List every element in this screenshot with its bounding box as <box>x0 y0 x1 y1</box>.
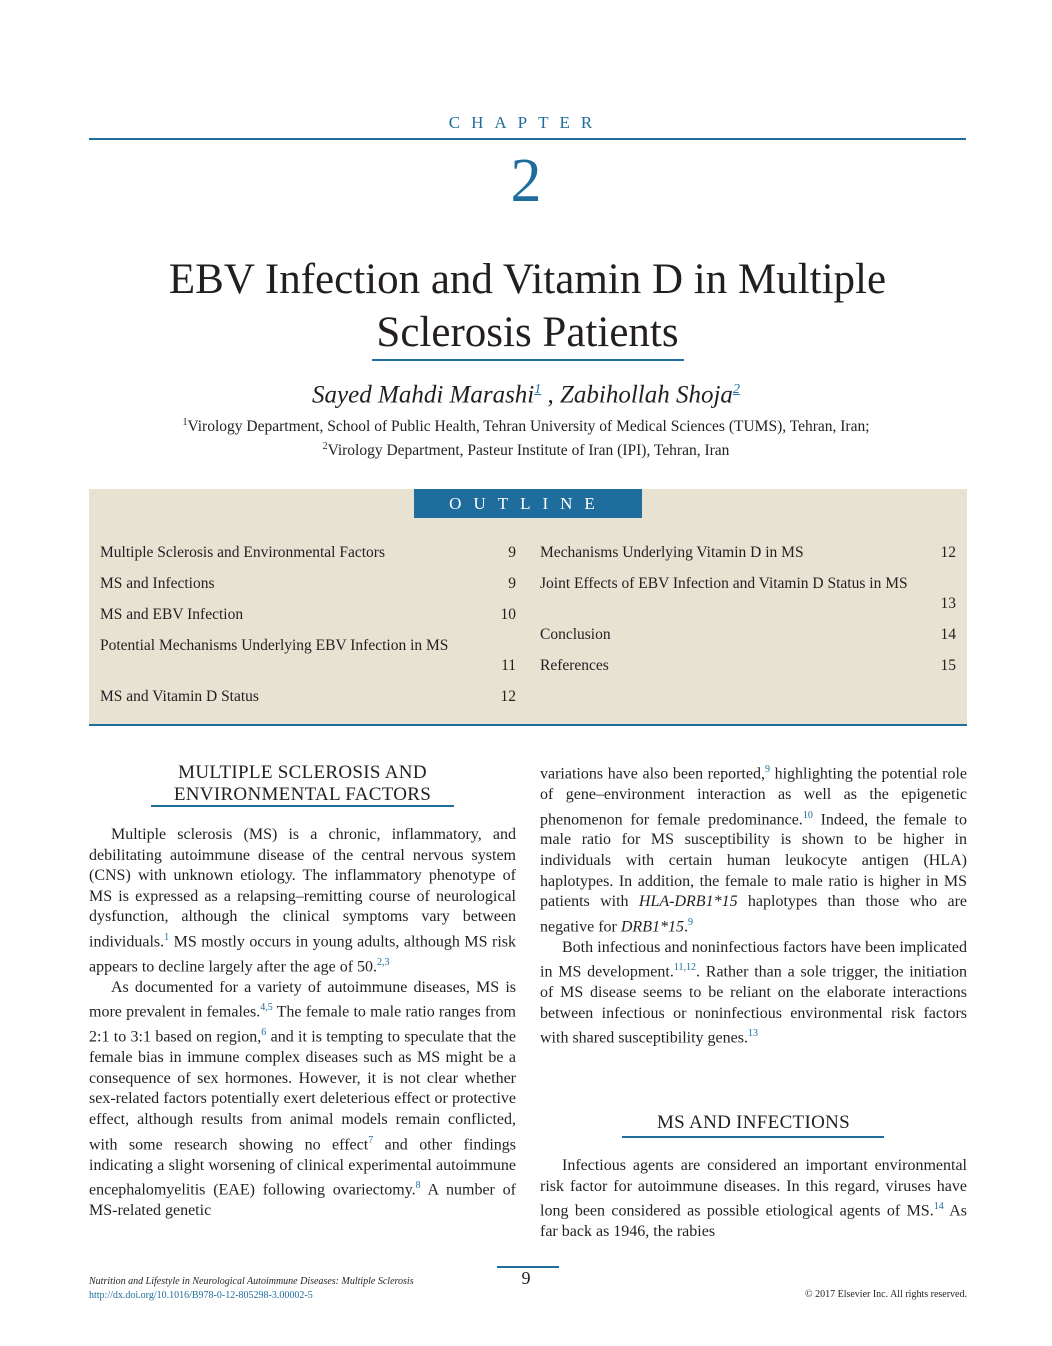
section-rule <box>622 1136 884 1138</box>
chapter-label: CHAPTER <box>448 113 604 132</box>
book-title: Nutrition and Lifestyle in Neurological Autoimmune Diseases: Multiple Sclerosis <box>89 1276 414 1287</box>
authors <box>0 373 1052 412</box>
outline-page: 14 <box>940 626 956 643</box>
outline-item-env-factors[interactable]: Multiple Sclerosis and Environmental Factors <box>100 544 385 561</box>
outline-item-references[interactable]: References <box>540 657 609 674</box>
outline-item-infections[interactable]: MS and Infections <box>100 575 215 592</box>
author-1-affiliation-link[interactable]: 1 <box>534 382 542 397</box>
copyright: © 2017 Elsevier Inc. All rights reserved. <box>804 1289 967 1300</box>
citation-link[interactable]: 9 <box>687 916 693 928</box>
section-heading-env-factors <box>89 762 516 806</box>
citation-link[interactable]: 14 <box>933 1201 944 1213</box>
body-column-right-continued <box>540 1156 967 1243</box>
title-line-2: Sclerosis Patients <box>376 309 679 356</box>
outline-page: 13 <box>940 595 956 612</box>
paragraph: variations have also been reported,$^9$ highlighting the potential role of gene–environment interaction as well as the epigenetic phenomenon for female predominance.$^{10}$ Indeed, the female to male ratio for MS susceptibility is shown to be higher in individuals with certain human leukocyte antigen (HLA) haplotypes. In addition, the female to male ratio is higher in MS patients with HLA-DRB1*15 haplotypes than those who are negative for DRB1*15.$^9$ <box>540 764 968 936</box>
outline-page: 9 <box>508 544 516 561</box>
section-rule <box>151 805 454 807</box>
section-heading-line-2: ENVIRONMENTAL FACTORS <box>173 784 432 805</box>
outline-item-ebv[interactable]: MS and EBV Infection <box>100 606 244 623</box>
outline-page: 11 <box>501 657 516 674</box>
citation-link[interactable]: 2,3 <box>377 956 390 968</box>
chapter-title <box>90 253 965 359</box>
paragraph: As documented for a variety of autoimmune diseases, MS is more prevalent in females.$^{4,5}$ The female to male ratio ranges from 2:1 to 3:1 based on region,$^6$ and it is tempting to speculate that the female bias in immune complex diseases such as MS might be a consequence of sex hormones. However, it is not clear whether sex-related factors potentially exert deleterious effect or protective effect, although results from animal models remain conflicted, with some research showing no effect$^7$ and other findings indicating a slight worsening of clinical experimental autoimmune encephalomyelitis (EAE) following ovariectomy.$^8$ A number of MS-related genetic <box>89 978 517 1220</box>
affiliation-1-mark: 1 <box>182 417 188 428</box>
outline-page: 12 <box>500 688 516 705</box>
outline-page: 9 <box>508 575 516 592</box>
outline-page: 10 <box>500 606 516 623</box>
outline-item-conclusion[interactable]: Conclusion <box>540 626 611 643</box>
outline-page: 15 <box>940 657 956 674</box>
affiliation-2 <box>0 435 1052 463</box>
affiliation-1-text: Virology Department, School of Public Health, Tehran University of Medical Sciences (TUMS), Tehran, Iran; <box>187 418 870 436</box>
citation-link[interactable]: 11,12 <box>673 962 696 974</box>
section-heading-line-1: MULTIPLE SCLEROSIS AND <box>178 762 427 783</box>
title-rule <box>372 359 684 361</box>
affiliation-2-mark: 2 <box>322 441 328 452</box>
outline-item-joint-effects[interactable]: Joint Effects of EBV Infection and Vitamin D Status in MS <box>540 575 908 592</box>
chapter-number: 2 <box>510 147 542 215</box>
chapter-rule <box>89 138 966 140</box>
affiliation-2-text: Virology Department, Pasteur Institute of Iran (IPI), Tehran, Iran <box>327 442 730 460</box>
citation-link[interactable]: 10 <box>802 809 813 821</box>
paragraph: Both infectious and noninfectious factors have been implicated in MS development.$^{11,12}$. Rather than a sole trigger, the initiation of MS disease seems to be reliant on the elaborate interactions between infectious or noninfectious environmental risk factors with shared susceptibility genes.$^{13}$ <box>540 938 967 1047</box>
citation-link[interactable]: 6 <box>261 1027 267 1039</box>
outline-item-ebv-mechanisms[interactable]: Potential Mechanisms Underlying EBV Infection in MS <box>100 637 449 654</box>
doi-link[interactable]: http://dx.doi.org/10.1016/B978-0-12-805298-3.00002-5 <box>89 1290 313 1301</box>
section-heading-infections: MS AND INFECTIONS <box>656 1112 850 1133</box>
citation-link[interactable]: 9 <box>764 764 770 775</box>
citation-link[interactable]: 7 <box>368 1134 374 1146</box>
citation-link[interactable]: 8 <box>415 1180 421 1192</box>
author-separator: , <box>541 381 554 409</box>
author-1: Sayed Mahdi Marashi <box>312 381 535 409</box>
outline-heading: OUTLINE <box>414 489 642 518</box>
outline-item-vitamin-d-status[interactable]: MS and Vitamin D Status <box>100 688 259 705</box>
outline-item-vitamin-d-mechanisms[interactable]: Mechanisms Underlying Vitamin D in MS <box>540 544 804 561</box>
outline-page: 12 <box>940 544 956 561</box>
page-number: 9 <box>521 1268 531 1288</box>
paragraph: Multiple sclerosis (MS) is a chronic, inflammatory, and debilitating autoimmune disease of the central nervous system (CNS) with unknown etiology. The inflammatory phenotype of MS is expressed as a relapsing–remitting course of neurological dysfunction, although the clinical symptoms vary between individuals.$^1$ MS mostly occurs in young adults, although MS risk appears to decline largely after the age of 50.$^{2,3}$ <box>89 826 516 976</box>
author-2: Zabihollah Shoja <box>560 381 733 409</box>
body-column-left <box>89 825 516 1222</box>
citation-link[interactable]: 13 <box>747 1028 758 1040</box>
author-2-affiliation-link[interactable]: 2 <box>732 382 740 397</box>
paragraph: Infectious agents are considered an important environmental risk factor for autoimmune diseases. In this regard, viruses have long been considered as possible etiological agents of MS.$^{14}$ As far back as 1946, the rabies <box>540 1157 967 1241</box>
title-line-1: EBV Infection and Vitamin D in Multiple <box>168 256 887 303</box>
body-column-right <box>540 760 967 1049</box>
citation-link[interactable]: 4,5 <box>260 1002 273 1014</box>
citation-link[interactable]: 1 <box>164 931 170 943</box>
